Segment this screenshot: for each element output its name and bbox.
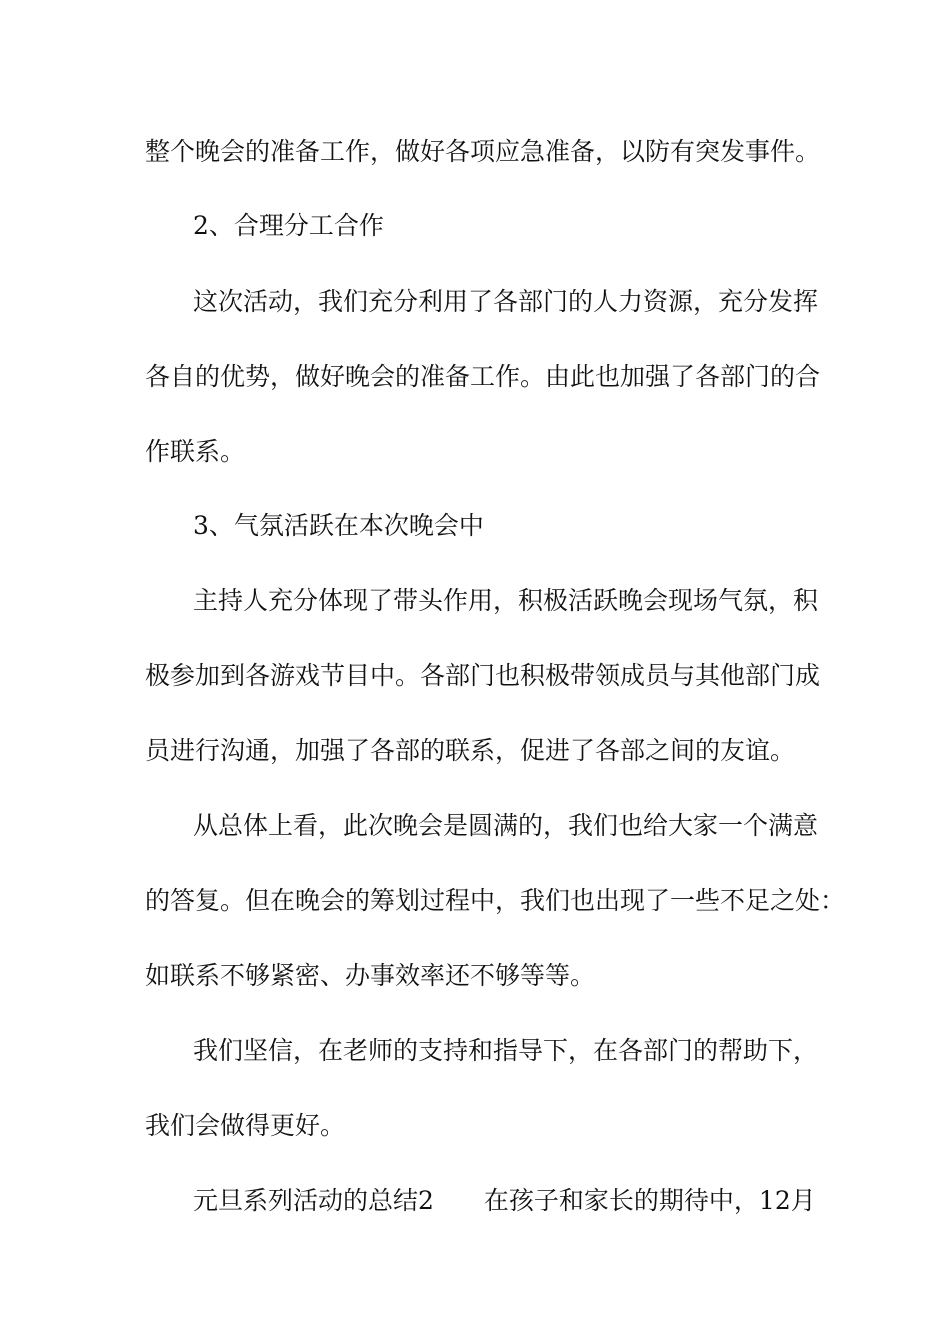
- paragraph-line: 作联系。: [145, 437, 246, 466]
- section-title-line: [193, 1181, 816, 1221]
- paragraph-line: 主持人充分体现了带头作用，积极活跃晚会现场气氛，积: [193, 586, 819, 615]
- paragraph-line: 整个晚会的准备工作，做好各项应急准备，以防有突发事件。: [145, 137, 821, 166]
- section-heading: 2、合理分工合作: [193, 211, 384, 240]
- paragraph-line: 极参加到各游戏节目中。各部门也积极带领成员与其他部门成: [145, 661, 821, 690]
- paragraph-line: 各自的优势，做好晚会的准备工作。由此也加强了各部门的合: [145, 362, 821, 391]
- section-title: 元旦系列活动的总结2: [193, 1186, 434, 1215]
- paragraph-line: 这次活动，我们充分利用了各部门的人力资源，充分发挥: [193, 287, 819, 316]
- paragraph-line: 的答复。但在晚会的筹划过程中，我们也出现了一些不足之处：: [145, 886, 846, 915]
- paragraph-line: 如联系不够紧密、办事效率还不够等等。: [145, 961, 596, 990]
- paragraph-line: 在孩子和家长的期待中，12月: [483, 1186, 816, 1215]
- paragraph-line: 我们会做得更好。: [145, 1111, 346, 1140]
- paragraph-line: 员进行沟通，加强了各部的联系，促进了各部之间的友谊。: [145, 736, 796, 765]
- paragraph-line: 从总体上看，此次晚会是圆满的，我们也给大家一个满意: [193, 811, 819, 840]
- paragraph-line: 我们坚信，在老师的支持和指导下，在各部门的帮助下，: [193, 1036, 819, 1065]
- section-heading: 3、气氛活跃在本次晚会中: [193, 511, 484, 540]
